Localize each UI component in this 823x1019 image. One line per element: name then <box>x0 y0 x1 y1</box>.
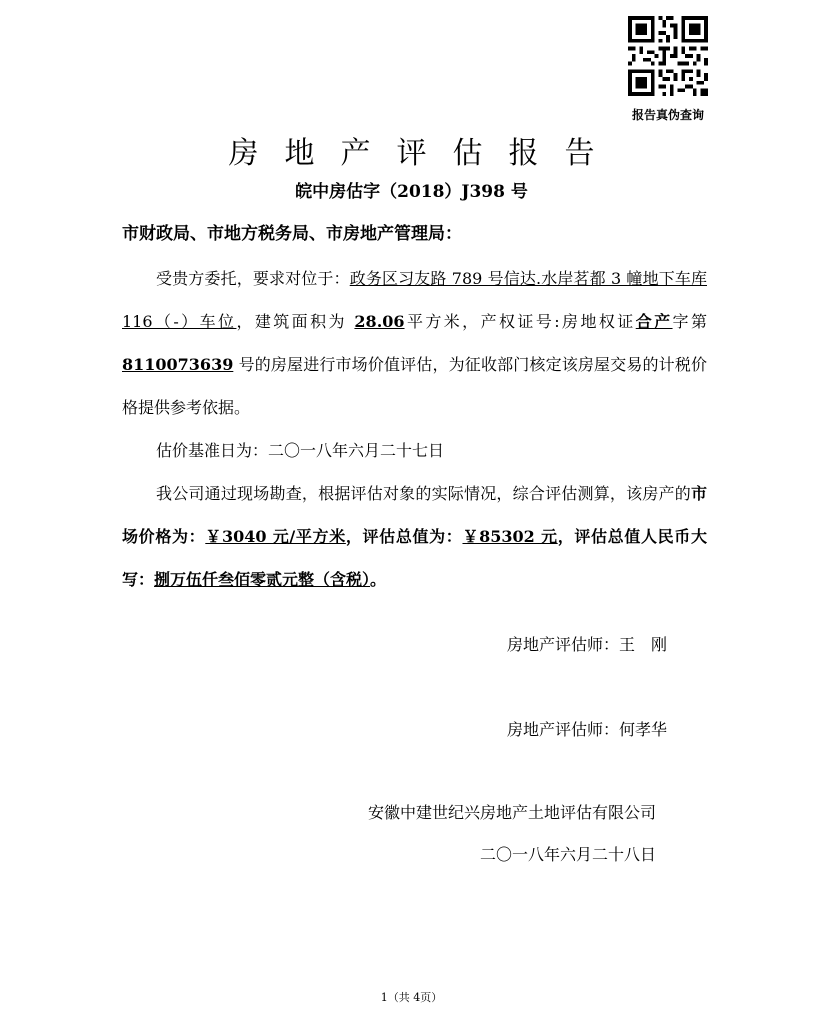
property-address: 政务区习友路 789 号信达.水岸茗都 3 幢地下车库 116（-）车位 <box>122 269 707 331</box>
commission-intro: 受贵方委托，要求对位于： <box>156 269 350 288</box>
page-footer: 1（共 4页） <box>380 991 443 1004</box>
price-label: 市场价格为： <box>122 484 707 546</box>
total-value-rmb: 捌万伍仟叁佰零贰元整（含税） <box>154 570 371 589</box>
cert-number: 8110073639 <box>122 355 234 374</box>
total-label: ，评估总值为： <box>345 527 463 546</box>
qr-code-icon[interactable] <box>628 16 708 96</box>
cert-label: 平方米，产权证号:房地权证 <box>404 312 636 331</box>
cert-word: 字第 <box>672 312 707 331</box>
document-number: 皖中房估字（2018）J398 号 <box>295 182 528 202</box>
rmb-label: ，评估总值人民币大写： <box>122 527 707 589</box>
qr-caption: 报告真伪查询 <box>631 108 704 122</box>
recipient-line: 市财政局、市地方税务局、市房地产管理局： <box>122 224 462 244</box>
report-body <box>122 257 707 601</box>
area-label: ，建筑面积为 <box>236 312 355 331</box>
appraiser-2: 房地产评估师：何孝华 <box>507 720 668 739</box>
commission-purpose: 号的房屋进行市场价值评估，为征收部门核定该房屋交易的计税价格提供参考依据。 <box>122 355 707 417</box>
conclusion-end: 。 <box>370 570 387 589</box>
conclusion-paragraph <box>122 472 707 601</box>
signing-date: 二〇一八年六月二十八日 <box>480 845 657 864</box>
company-name: 安徽中建世纪兴房地产土地评估有限公司 <box>368 803 657 822</box>
conclusion-intro: 我公司通过现场勘查，根据评估对象的实际情况，综合评估测算，该房产的 <box>156 484 691 503</box>
page-title: 房地产评估报告 <box>228 136 621 171</box>
appraiser-1: 房地产评估师：王 刚 <box>507 635 668 654</box>
valuation-date: 估价基准日为：二〇一八年六月二十七日 <box>156 441 445 460</box>
total-value: ￥85302 元 <box>462 527 558 546</box>
cert-prefix: 合产 <box>635 312 673 331</box>
building-area: 28.06 <box>354 312 405 331</box>
unit-price: ￥3040 元/平方米 <box>205 527 346 546</box>
commission-paragraph <box>122 257 707 429</box>
